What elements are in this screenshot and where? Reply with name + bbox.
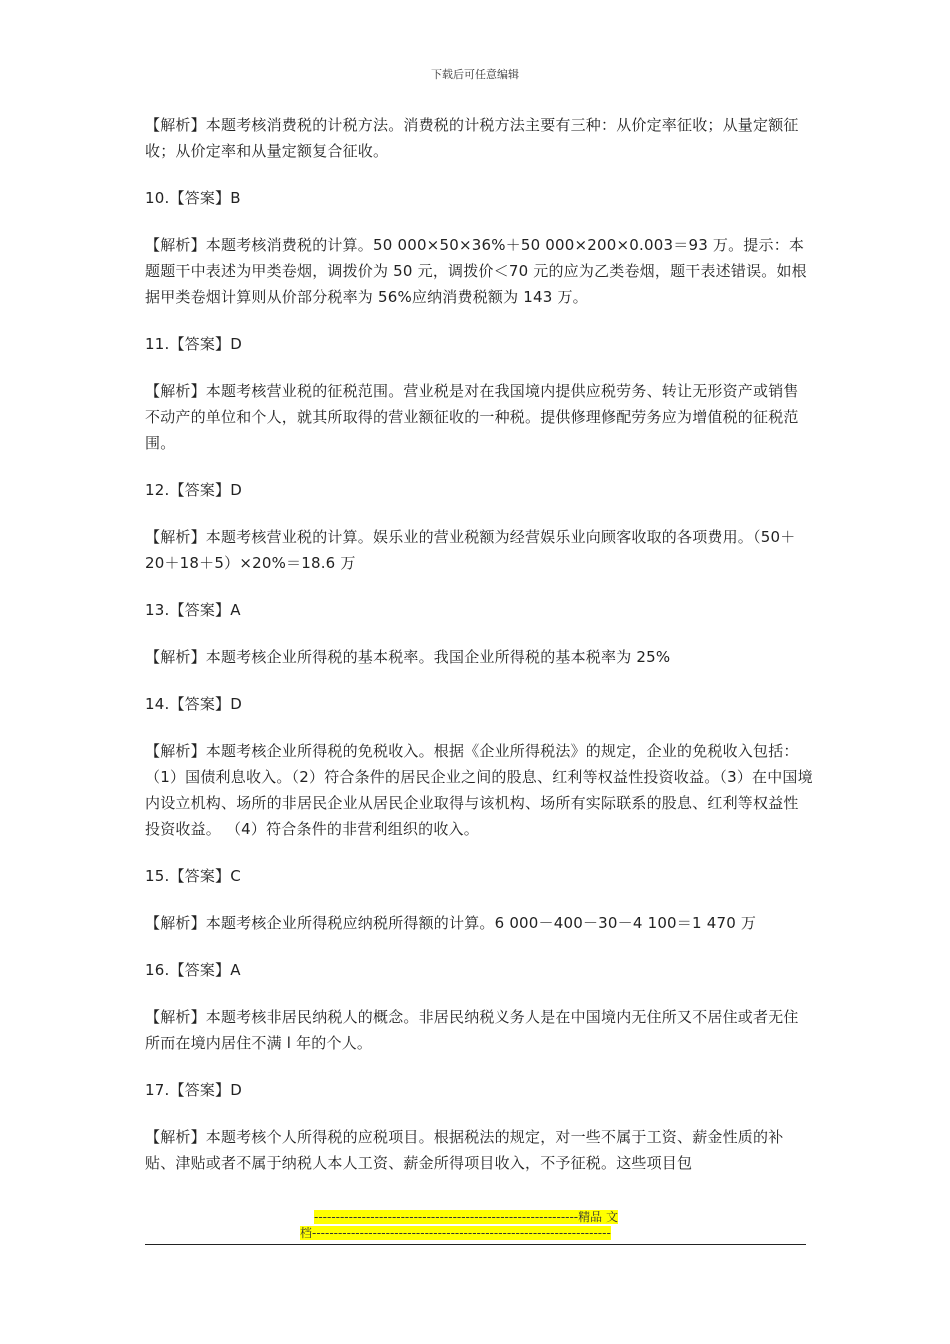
analysis-paragraph: 【解析】本题考核企业所得税的基本税率。我国企业所得税的基本税率为 25% — [145, 648, 671, 666]
answer-line: 15.【答案】C — [145, 867, 241, 885]
answer-line: 17.【答案】D — [145, 1081, 243, 1099]
analysis-paragraph: 【解析】本题考核企业所得税的免税收入。根据《企业所得税法》的规定，企业的免税收入包括：（1）国债利息收入。（2）符合条件的居民企业之间的股息、红利等权益性投资收益。（3）在中国境内设立机构、场所的非居民企业从居民企业取得与该机构、场所有实际联系的股息、红利等权益性投资收益。 （4）符合条件的非营利组织的收入。 — [145, 742, 813, 838]
analysis-paragraph: 【解析】本题考核营业税的征税范围。营业税是对在我国境内提供应税劳务、转让无形资产或销售不动产的单位和个人，就其所取得的营业额征收的一种税。提供修理修配劳务应为增值税的征税范围。 — [145, 382, 799, 452]
footer-line-1: -------------------------------------------------------------精品 文 — [314, 1210, 618, 1224]
answer-line: 13.【答案】A — [145, 601, 241, 619]
footer-line-2: 档--------------------------------------------------------------------- — [300, 1226, 611, 1240]
document-body — [145, 112, 813, 1197]
analysis-paragraph: 【解析】本题考核消费税的计算。50 000×50×36%＋50 000×200×0.003＝93 万。提示：本题题干中表述为甲类卷烟，调拨价为 50 元，调拨价＜70 元的应为乙类卷烟，题干表述错误。如根据甲类卷烟计算则从价部分税率为 56%应纳消费税额为 143 万。 — [145, 236, 807, 306]
analysis-paragraph: 【解析】本题考核非居民纳税人的概念。非居民纳税义务人是在中国境内无住所又不居住或者无住所而在境内居住不满 l 年的个人。 — [145, 1008, 799, 1052]
analysis-paragraph: 【解析】本题考核消费税的计税方法。消费税的计税方法主要有三种：从价定率征收；从量定额征收；从价定率和从量定额复合征收。 — [145, 116, 799, 160]
analysis-paragraph: 【解析】本题考核营业税的计算。娱乐业的营业税额为经营娱乐业向顾客收取的各项费用。（50＋20＋18＋5）×20%＝18.6 万 — [145, 528, 796, 572]
page-header: 下载后可任意编辑 — [431, 68, 519, 81]
answer-line: 12.【答案】D — [145, 481, 243, 499]
footer-divider — [145, 1244, 806, 1245]
answer-line: 10.【答案】B — [145, 189, 241, 207]
analysis-paragraph: 【解析】本题考核企业所得税应纳税所得额的计算。6 000－400－30－4 100＝1 470 万 — [145, 914, 757, 932]
footer-watermark — [300, 1209, 650, 1241]
analysis-paragraph: 【解析】本题考核个人所得税的应税项目。根据税法的规定，对一些不属于工资、薪金性质的补贴、津贴或者不属于纳税人本人工资、薪金所得项目收入，不予征税。这些项目包 — [145, 1128, 784, 1172]
answer-line: 14.【答案】D — [145, 695, 243, 713]
answer-line: 16.【答案】A — [145, 961, 241, 979]
answer-line: 11.【答案】D — [145, 335, 243, 353]
